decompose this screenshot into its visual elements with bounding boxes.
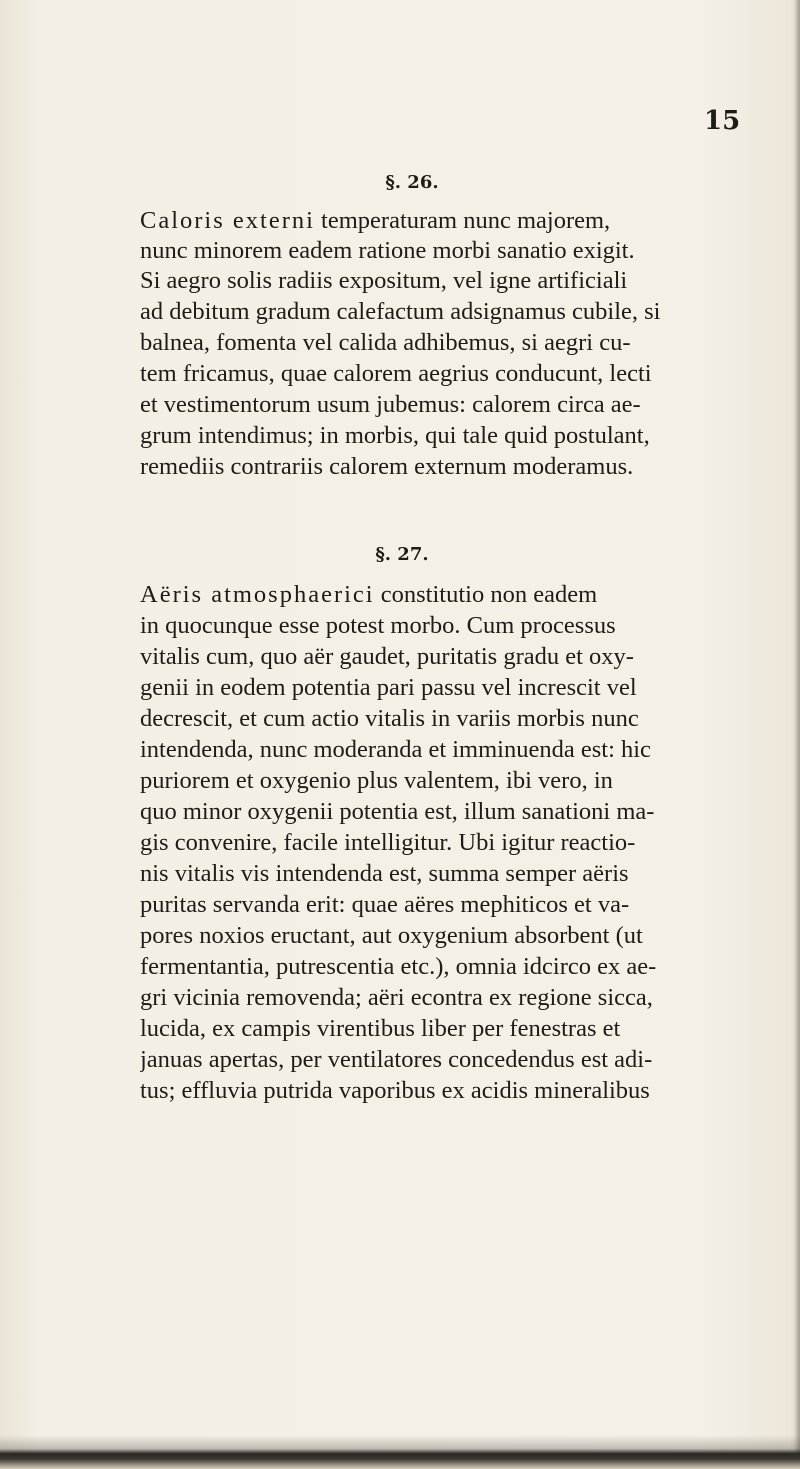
text-line: tem fricamus, quae calorem aegrius conducunt, lecti	[140, 360, 652, 387]
text-line: nunc minorem eadem ratione morbi sanatio exigit.	[140, 237, 635, 264]
text-line: nis vitalis vis intendenda est, summa semper aëris	[140, 860, 629, 887]
text-line: januas apertas, per ventilatores concedendus est adi-	[140, 1046, 653, 1073]
text-line: remediis contrariis calorem externum moderamus.	[140, 453, 634, 480]
text-line: vitalis cum, quo aër gaudet, puritatis gradu et oxy-	[140, 643, 634, 670]
text-line: quo minor oxygenii potentia est, illum sanationi ma-	[140, 798, 655, 825]
text-line: balnea, fomenta vel calida adhibemus, si aegri cu-	[140, 329, 631, 356]
text-line: intendenda, nunc moderanda et imminuenda est: hic	[140, 736, 651, 763]
text-line: genii in eodem potentia pari passu vel increscit vel	[140, 674, 637, 701]
lead-phrase: Caloris externi	[140, 207, 315, 234]
text-line: gri vicinia removenda; aëri econtra ex regione sicca,	[140, 984, 653, 1011]
section-heading-26: §. 26.	[385, 172, 439, 193]
text-line: decrescit, et cum actio vitalis in variis morbis nunc	[140, 705, 639, 732]
text-line: grum intendimus; in morbis, qui tale quid postulant,	[140, 422, 650, 449]
line-rest: temperaturam nunc majorem,	[314, 207, 611, 234]
line-rest: constitutio non eadem	[374, 581, 598, 608]
text-line: tus; effluvia putrida vaporibus ex acidis mineralibus	[140, 1077, 650, 1104]
text-line: pores noxios eructant, aut oxygenium absorbent (ut	[140, 922, 643, 949]
text-line: ad debitum gradum calefactum adsignamus cubile, si	[140, 298, 660, 325]
text-line: lucida, ex campis virentibus liber per fenestras et	[140, 1015, 621, 1042]
text-line: gis convenire, facile intelligitur. Ubi igitur reactio-	[140, 829, 636, 856]
page-bottom-edge	[0, 1435, 800, 1469]
text-line: puritas servanda erit: quae aëres mephiticos et va-	[140, 891, 630, 918]
text-line: puriorem et oxygenio plus valentem, ibi vero, in	[140, 767, 613, 794]
page-edge-shadow	[794, 0, 800, 1469]
section-heading-27: §. 27.	[375, 544, 429, 565]
text-line: fermentantia, putrescentia etc.), omnia idcirco ex ae-	[140, 953, 657, 980]
page-number: 15	[704, 106, 741, 136]
text-line	[140, 581, 660, 611]
lead-phrase: Aëris atmosphaerici	[140, 581, 375, 608]
text-line	[140, 207, 660, 237]
text-line: et vestimentorum usum jubemus: calorem circa ae-	[140, 391, 641, 418]
text-line: in quocunque esse potest morbo. Cum processus	[140, 612, 616, 639]
text-line: Si aegro solis radiis expositum, vel igne artificiali	[140, 267, 628, 294]
